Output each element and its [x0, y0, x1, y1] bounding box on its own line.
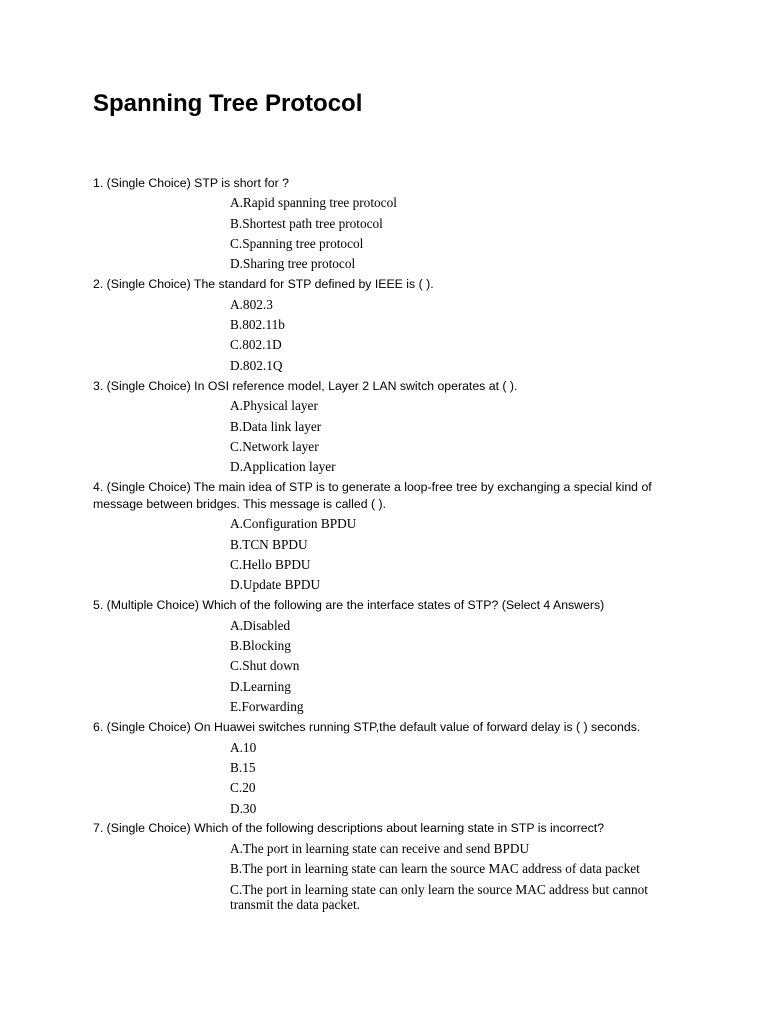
option-list: [93, 737, 693, 819]
question-text: 3. (Single Choice) In OSI reference model, Layer 2 LAN switch operates at ( ).: [93, 378, 518, 393]
option-list: [93, 396, 693, 478]
question-list: [93, 173, 693, 915]
question-text: 7. (Single Choice) Which of the following descriptions about learning state in STP is incorrect?: [93, 821, 605, 836]
question-7: [93, 819, 693, 915]
option-d: D.Application layer: [230, 459, 336, 475]
option-b: B.The port in learning state can learn the source MAC address of data packet: [230, 861, 640, 877]
option-list: [93, 193, 693, 275]
option-a: A.802.3: [230, 296, 273, 312]
question-6: [93, 717, 693, 819]
question-5: [93, 596, 693, 718]
option-a: A.10: [230, 739, 257, 755]
question-text: 4. (Single Choice) The main idea of STP is to generate a loop-free tree by exchanging a special kind of message between bridges. This message is called ( ).: [93, 480, 652, 511]
option-list: [93, 616, 693, 718]
page-title: Spanning Tree Protocol: [93, 90, 363, 117]
question-text: 2. (Single Choice) The standard for STP defined by IEEE is ( ).: [93, 277, 434, 291]
option-c: C.Spanning tree protocol: [230, 235, 364, 251]
option-c: C.20: [230, 780, 256, 796]
option-b: B.TCN BPDU: [230, 536, 308, 552]
question-1: [93, 173, 693, 275]
question-text: 1. (Single Choice) STP is short for ?: [93, 175, 289, 190]
option-a: A.Configuration BPDU: [230, 516, 357, 532]
question-text: 6. (Single Choice) On Huawei switches running STP,the default value of forward delay is ( ) seconds.: [93, 719, 641, 734]
option-d: D.30: [230, 800, 257, 816]
option-c: C.802.1D: [230, 337, 282, 353]
question-text: 5. (Multiple Choice) Which of the following are the interface states of STP? (Select 4 Answers): [93, 598, 605, 612]
option-a: A.Rapid spanning tree protocol: [230, 195, 397, 211]
option-e: E.Forwarding: [230, 699, 304, 715]
option-c: C.Shut down: [230, 658, 300, 674]
question-4: [93, 478, 693, 596]
question-2: [93, 275, 693, 377]
option-a: A.The port in learning state can receive and send BPDU: [230, 841, 530, 857]
option-a: A.Physical layer: [230, 398, 318, 414]
option-b: B.Blocking: [230, 638, 291, 654]
option-b: B.Data link layer: [230, 418, 322, 434]
option-b: B.802.11b: [230, 317, 285, 333]
option-b: B.Shortest path tree protocol: [230, 215, 383, 231]
option-b: B.15: [230, 759, 256, 775]
option-d: D.Sharing tree protocol: [230, 256, 356, 272]
question-3: [93, 376, 693, 478]
option-d: D.Learning: [230, 678, 291, 694]
option-list: [93, 514, 693, 596]
option-a: A.Disabled: [230, 617, 291, 633]
option-d: D.802.1Q: [230, 357, 283, 373]
option-c: C.Network layer: [230, 438, 319, 454]
option-c: C.Hello BPDU: [230, 556, 311, 572]
option-d: D.Update BPDU: [230, 577, 321, 593]
option-list: [93, 295, 693, 377]
option-list: [93, 839, 693, 915]
option-c: C.The port in learning state can only learn the source MAC address but cannot transmit the data packet.: [230, 881, 648, 913]
